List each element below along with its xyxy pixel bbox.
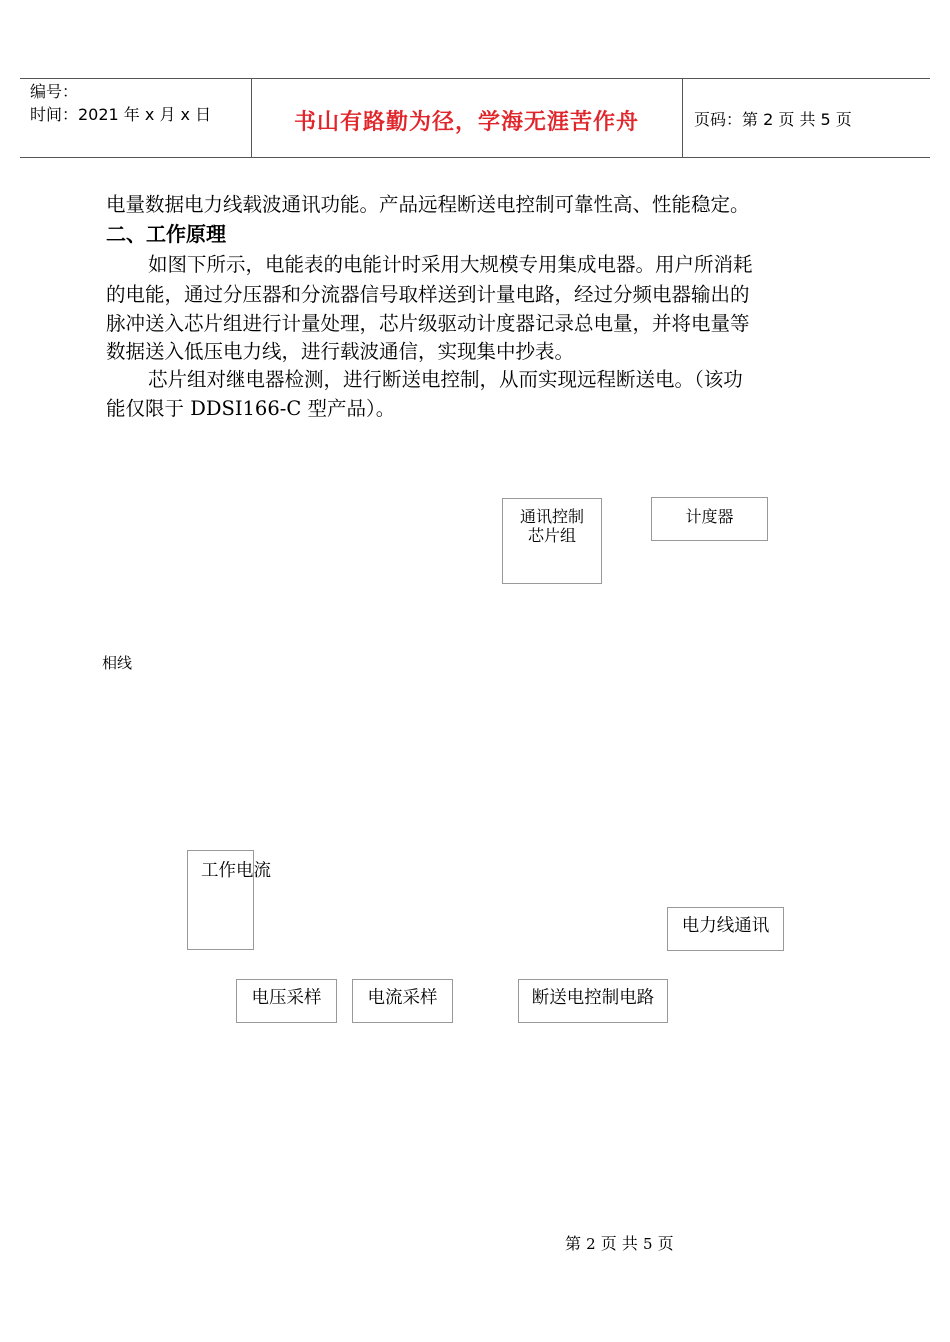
chip-set-box	[502, 498, 602, 584]
header-motto-cell	[251, 79, 683, 157]
paragraph-line: 的电能，通过分压器和分流器信号取样送到计量电路，经过分频电器输出的	[106, 283, 750, 306]
body-line: 电量数据电力线载波通讯功能。产品远程断送电控制可靠性高、性能稳定。	[106, 193, 750, 216]
section-heading: 二、工作原理	[106, 222, 226, 246]
footer-di: 第	[565, 1234, 582, 1253]
switch-control-box	[518, 979, 668, 1023]
phase-line-label: 相线	[102, 654, 133, 672]
working-current-label: 工作电流	[201, 861, 271, 881]
switch-control-label: 断送电控制电路	[531, 988, 655, 1008]
current-sampling-box	[352, 979, 453, 1023]
header-meta-cell	[20, 79, 252, 157]
footer-total-pages: 5	[642, 1235, 653, 1253]
header-page-info: 页码：第 2 页 共 5 页	[694, 110, 852, 129]
voltage-sampling-label: 电压采样	[251, 988, 322, 1008]
footer-ye2: 页	[657, 1234, 674, 1253]
voltage-sampling-box	[236, 979, 337, 1023]
footer-gong: 共	[621, 1234, 638, 1253]
page-footer	[565, 1231, 674, 1254]
footer-ye: 页	[600, 1234, 617, 1253]
footer-page-number: 2	[586, 1235, 596, 1253]
header-page-cell	[682, 79, 930, 157]
register-label: 计度器	[685, 507, 734, 526]
header-motto: 书山有路勤为径，学海无涯苦作舟	[293, 110, 639, 135]
powerline-comm-box	[667, 907, 784, 951]
paragraph-line: 脉冲送入芯片组进行计量处理，芯片级驱动计度器记录总电量，并将电量等	[106, 312, 750, 335]
current-sampling-label: 电流采样	[367, 988, 438, 1008]
register-box	[651, 497, 768, 541]
chip-set-label-line2: 芯片组	[527, 526, 576, 545]
paragraph-line: 如图下所示，电能表的电能计时采用大规模专用集成电器。用户所消耗	[148, 253, 753, 276]
paragraph-line: 数据送入低压电力线，进行载波通信，实现集中抄表。	[106, 340, 575, 363]
powerline-comm-label: 电力线通讯	[681, 916, 770, 936]
paragraph-line: 芯片组对继电器检测，进行断送电控制，从而实现远程断送电。（该功	[148, 368, 743, 391]
chip-set-label-line1: 通讯控制	[519, 507, 584, 526]
document-time-label: 时间：2021 年 x 月 x 日	[30, 105, 212, 124]
paragraph-line: 能仅限于 DDSI166-C 型产品）。	[106, 397, 396, 420]
page-header	[20, 78, 930, 158]
document-number-label: 编号：	[30, 82, 79, 101]
